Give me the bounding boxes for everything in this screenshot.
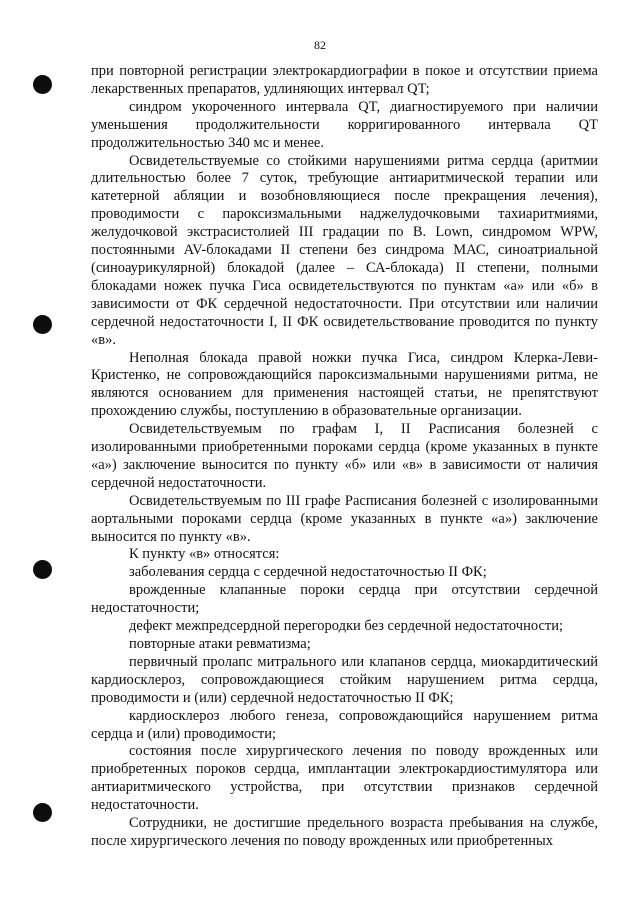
paragraph-persistent-arrhythmias: Освидетельствуемые со стойкими нарушениями ритма сердца (аритмии длительностью более 7 суток, требующие антиаритмической терапии или катетерной абляции и возобновляющиеся после прекращения лечения), проводимости с пароксизмальными наджелудочковыми тахиаритмиями, желудочковой экстрасистолией III градации по B. Lown, синдромом WPW, постоянными AV-блокадами II степени без синдрома МАС, синоатриальной (синоаурикулярной) блокадой (далее – СА-блокада) II степени, полными блокадами ножек пучка Гиса освидетельствуются по пунктам «а» или «б» в зависимости от ФК сердечной недостаточности. При отсутствии или наличии сердечной недостаточности I, II ФК освидетельствование проводится по пункту «в».	[91, 152, 598, 348]
list-item-heart-failure: заболевания сердца с сердечной недостаточностью II ФК;	[129, 564, 487, 581]
paragraph-incomplete-block: Неполная блокада правой ножки пучка Гиса, синдром Клерка-Леви-Кристенко, не сопровождающийся пароксизмальными нарушениями ритма, не являются основанием для применения настоящей статьи, не препятствуют прохождению службы, поступлению в образовательные организации.	[91, 349, 598, 420]
paragraph-acquired-defects: Освидетельствуемым по графам I, II Расписания болезней с изолированными приобретенными пороками сердца (кроме указанных в пункте «а») заключение выносится по пункту «б» или «в» в зависимости от наличия сердечной недостаточности.	[91, 421, 598, 491]
paragraph-qt-continuation: при повторной регистрации электрокардиографии в покое и отсутствии приема лекарственных препаратов, удлиняющих интервал QT;	[91, 63, 598, 97]
list-item-rheumatism: повторные атаки ревматизма;	[129, 636, 311, 652]
paragraph-short-qt-syndrome: синдром укороченного интервала QT, диагностируемого при наличии уменьшения продолжительности корригированного интервала QT продолжительностью 340 мс и менее.	[91, 98, 598, 151]
list-item-post-surgery: состояния после хирургического лечения по поводу врожденных или приобретенных пороков сердца, имплантации электрокардиостимулятора или антиаритмического устройства, при отсутствии признаков сердечной недостаточности.	[91, 743, 598, 814]
list-item-cardiosclerosis: кардиосклероз любого генеза, сопровождающийся нарушением ритма сердца и (или) проводимости;	[91, 707, 598, 742]
paragraph-employees: Сотрудники, не достигшие предельного возраста пребывания на службе, после хирургического лечения по поводу врожденных или приобретенных	[91, 815, 598, 849]
punch-hole-2	[33, 315, 52, 334]
punch-hole-4	[33, 803, 52, 822]
paragraph-aortic-defects: Освидетельствуемым по III графе Расписания болезней с изолированными аортальными пороками сердца (кроме указанных в пункте «а») заключение выносится по пункту «в».	[91, 492, 598, 545]
document-body	[91, 63, 598, 851]
list-item-prolapse: первичный пролапс митрального или клапанов сердца, миокардитический кардиосклероз, сопровождающиеся стойким нарушением ритма сердца, проводимости и (или) сердечной недостаточностью II ФК;	[91, 653, 598, 706]
page-number: 82	[314, 38, 326, 52]
list-item-septal-defect: дефект межпредсердной перегородки без сердечной недостаточности;	[129, 618, 564, 635]
list-item-congenital-valve: врожденные клапанные пороки сердца при отсутствии сердечной недостаточности;	[91, 582, 598, 617]
paragraph-item-v-intro: К пункту «в» относятся:	[129, 546, 280, 563]
punch-hole-1	[33, 75, 52, 94]
punch-hole-3	[33, 560, 52, 579]
